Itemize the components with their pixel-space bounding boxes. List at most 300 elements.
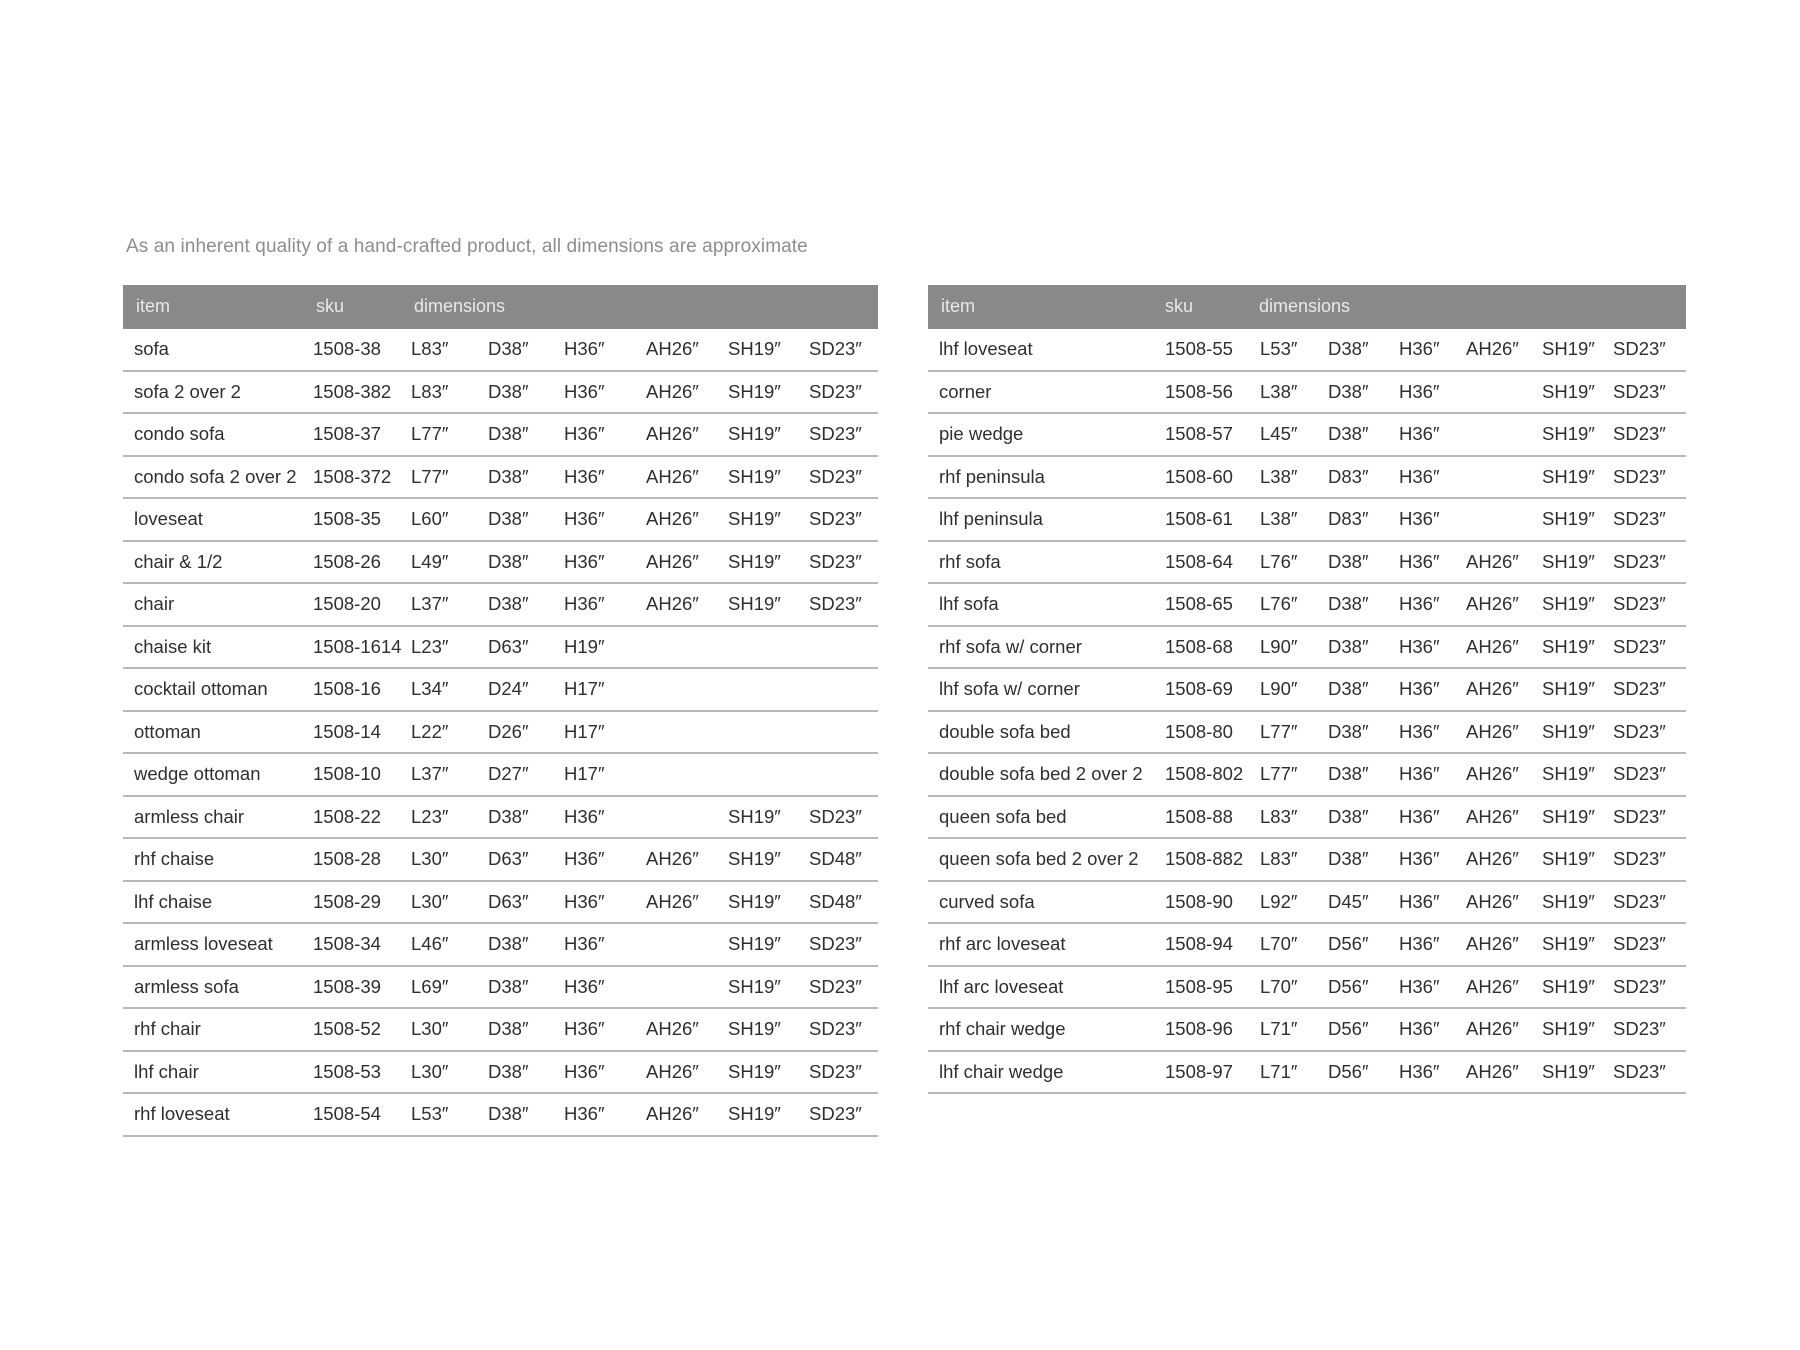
cell-sku: 1508-29 — [313, 890, 381, 912]
cell-seat-height: SH19″ — [728, 975, 781, 997]
cell-sku: 1508-54 — [313, 1103, 381, 1124]
cell-length: L34″ — [411, 678, 449, 699]
cell-arm-height: AH26″ — [646, 380, 699, 402]
cell-item: lhf chair — [134, 1060, 199, 1082]
cell-item: lhf arc loveseat — [939, 975, 1064, 997]
cell-item: rhf arc loveseat — [939, 933, 1066, 954]
cell-seat-depth: SD23″ — [809, 975, 862, 997]
cell-height: H36″ — [1399, 465, 1440, 487]
cell-height: H36″ — [1399, 1060, 1440, 1082]
cell-item: rhf peninsula — [939, 465, 1045, 487]
cell-sku: 1508-14 — [313, 720, 381, 742]
table-body — [928, 329, 1686, 1094]
table-row — [123, 712, 878, 755]
cell-seat-depth: SD23″ — [1613, 550, 1666, 572]
cell-item: rhf loveseat — [134, 1103, 230, 1124]
cell-item: rhf chair — [134, 1018, 201, 1039]
cell-length: L23″ — [411, 805, 449, 827]
cell-length: L37″ — [411, 763, 449, 784]
cell-depth: D27″ — [488, 763, 529, 784]
cell-height: H36″ — [1399, 423, 1440, 444]
table-row — [928, 1009, 1686, 1052]
cell-arm-height: AH26″ — [646, 890, 699, 912]
cell-height: H36″ — [1399, 805, 1440, 827]
cell-sku: 1508-39 — [313, 975, 381, 997]
cell-seat-depth: SD23″ — [809, 593, 862, 614]
cell-length: L37″ — [411, 593, 449, 614]
header-sku: sku — [316, 296, 345, 316]
cell-seat-height: SH19″ — [1542, 678, 1595, 699]
cell-arm-height: AH26″ — [1466, 338, 1519, 359]
cell-sku: 1508-53 — [313, 1060, 381, 1082]
cell-height: H36″ — [1399, 338, 1440, 359]
cell-depth: D38″ — [488, 593, 529, 614]
cell-item: armless sofa — [134, 975, 239, 997]
cell-length: L69″ — [411, 975, 449, 997]
cell-arm-height: AH26″ — [646, 508, 699, 529]
cell-depth: D38″ — [488, 1018, 529, 1039]
cell-seat-depth: SD23″ — [1613, 635, 1666, 657]
cell-sku: 1508-26 — [313, 550, 381, 572]
cell-item: corner — [939, 380, 992, 402]
cell-seat-depth: SD23″ — [809, 1103, 862, 1124]
cell-item: cocktail ottoman — [134, 678, 268, 699]
cell-item: ottoman — [134, 720, 201, 742]
table-row — [123, 754, 878, 797]
cell-length: L38″ — [1260, 380, 1298, 402]
cell-length: L83″ — [1260, 805, 1298, 827]
cell-sku: 1508-65 — [1165, 593, 1233, 614]
cell-seat-depth: SD23″ — [809, 933, 862, 954]
cell-arm-height: AH26″ — [646, 338, 699, 359]
cell-seat-depth: SD23″ — [809, 465, 862, 487]
cell-seat-height: SH19″ — [728, 1018, 781, 1039]
cell-seat-height: SH19″ — [728, 465, 781, 487]
cell-height: H36″ — [1399, 678, 1440, 699]
cell-height: H36″ — [564, 423, 605, 444]
cell-seat-depth: SD23″ — [809, 508, 862, 529]
cell-depth: D38″ — [1328, 635, 1369, 657]
cell-height: H36″ — [1399, 890, 1440, 912]
table-row — [928, 372, 1686, 415]
cell-height: H36″ — [564, 890, 605, 912]
cell-item: queen sofa bed — [939, 805, 1067, 827]
cell-arm-height: AH26″ — [1466, 550, 1519, 572]
cell-height: H36″ — [1399, 975, 1440, 997]
cell-height: H36″ — [1399, 848, 1440, 869]
cell-seat-depth: SD23″ — [1613, 1018, 1666, 1039]
cell-height: H36″ — [1399, 593, 1440, 614]
table-row — [123, 797, 878, 840]
cell-sku: 1508-20 — [313, 593, 381, 614]
header-sku: sku — [1165, 296, 1194, 316]
cell-item: loveseat — [134, 508, 203, 529]
cell-item: double sofa bed — [939, 720, 1071, 742]
cell-arm-height: AH26″ — [1466, 1018, 1519, 1039]
cell-height: H17″ — [564, 763, 605, 784]
cell-length: L30″ — [411, 848, 449, 869]
cell-sku: 1508-10 — [313, 763, 381, 784]
cell-depth: D26″ — [488, 720, 529, 742]
cell-item: armless chair — [134, 805, 244, 827]
cell-depth: D38″ — [1328, 848, 1369, 869]
cell-seat-height: SH19″ — [728, 508, 781, 529]
cell-depth: D38″ — [1328, 805, 1369, 827]
cell-arm-height: AH26″ — [1466, 593, 1519, 614]
cell-item: pie wedge — [939, 423, 1024, 444]
cell-seat-depth: SD23″ — [1613, 465, 1666, 487]
cell-seat-height: SH19″ — [1542, 890, 1595, 912]
cell-item: armless loveseat — [134, 933, 273, 954]
cell-length: L30″ — [411, 1060, 449, 1082]
cell-arm-height: AH26″ — [1466, 975, 1519, 997]
cell-length: L77″ — [1260, 763, 1298, 784]
cell-seat-height: SH19″ — [1542, 1018, 1595, 1039]
cell-height: H36″ — [564, 593, 605, 614]
cell-seat-height: SH19″ — [728, 1060, 781, 1082]
cell-length: L53″ — [411, 1103, 449, 1124]
table-body — [123, 329, 878, 1137]
cell-length: L83″ — [1260, 848, 1298, 869]
cell-sku: 1508-55 — [1165, 338, 1233, 359]
cell-item: condo sofa 2 over 2 — [134, 465, 297, 487]
cell-seat-height: SH19″ — [728, 805, 781, 827]
cell-sku: 1508-22 — [313, 805, 381, 827]
cell-sku: 1508-97 — [1165, 1060, 1233, 1082]
table-row — [928, 754, 1686, 797]
cell-sku: 1508-56 — [1165, 380, 1233, 402]
cell-seat-height: SH19″ — [1542, 975, 1595, 997]
cell-height: H36″ — [1399, 933, 1440, 954]
cell-item: rhf chair wedge — [939, 1018, 1066, 1039]
cell-seat-depth: SD23″ — [1613, 848, 1666, 869]
cell-height: H36″ — [564, 1018, 605, 1039]
cell-length: L23″ — [411, 635, 449, 657]
cell-length: L38″ — [1260, 508, 1298, 529]
cell-seat-depth: SD23″ — [1613, 678, 1666, 699]
cell-depth: D83″ — [1328, 508, 1369, 529]
cell-depth: D38″ — [488, 508, 529, 529]
table-row — [928, 924, 1686, 967]
cell-sku: 1508-34 — [313, 933, 381, 954]
cell-item: lhf peninsula — [939, 508, 1043, 529]
cell-length: L60″ — [411, 508, 449, 529]
cell-item: chair & 1/2 — [134, 550, 223, 572]
cell-seat-height: SH19″ — [1542, 1060, 1595, 1082]
cell-height: H36″ — [1399, 720, 1440, 742]
cell-item: lhf sofa — [939, 593, 999, 614]
table-row — [928, 797, 1686, 840]
cell-item: sofa — [134, 338, 169, 359]
cell-seat-depth: SD23″ — [1613, 1060, 1666, 1082]
cell-arm-height: AH26″ — [1466, 848, 1519, 869]
cell-sku: 1508-88 — [1165, 805, 1233, 827]
cell-length: L49″ — [411, 550, 449, 572]
table-row — [123, 924, 878, 967]
cell-arm-height: AH26″ — [1466, 805, 1519, 827]
cell-arm-height: AH26″ — [1466, 890, 1519, 912]
table-row — [123, 627, 878, 670]
table-row — [928, 839, 1686, 882]
cell-height: H36″ — [564, 848, 605, 869]
table-row — [123, 329, 878, 372]
cell-depth: D56″ — [1328, 1060, 1369, 1082]
table-row — [123, 499, 878, 542]
cell-depth: D38″ — [1328, 380, 1369, 402]
cell-height: H36″ — [1399, 508, 1440, 529]
cell-height: H36″ — [1399, 1018, 1440, 1039]
table-row — [928, 329, 1686, 372]
cell-sku: 1508-37 — [313, 423, 381, 444]
cell-seat-depth: SD23″ — [1613, 593, 1666, 614]
cell-depth: D63″ — [488, 890, 529, 912]
table-row — [123, 372, 878, 415]
cell-depth: D56″ — [1328, 975, 1369, 997]
cell-depth: D63″ — [488, 848, 529, 869]
cell-seat-height: SH19″ — [1542, 933, 1595, 954]
cell-seat-height: SH19″ — [728, 380, 781, 402]
cell-seat-depth: SD23″ — [809, 338, 862, 359]
cell-arm-height: AH26″ — [646, 550, 699, 572]
cell-length: L77″ — [411, 465, 449, 487]
cell-seat-height: SH19″ — [728, 1103, 781, 1124]
cell-seat-height: SH19″ — [1542, 380, 1595, 402]
cell-length: L92″ — [1260, 890, 1298, 912]
approximate-dimensions-note: As an inherent quality of a hand-crafted product, all dimensions are approximate — [126, 236, 808, 257]
cell-seat-height: SH19″ — [1542, 338, 1595, 359]
table-row — [928, 967, 1686, 1010]
cell-depth: D38″ — [1328, 338, 1369, 359]
cell-length: L30″ — [411, 890, 449, 912]
cell-height: H36″ — [564, 975, 605, 997]
cell-seat-height: SH19″ — [728, 423, 781, 444]
cell-item: chair — [134, 593, 175, 614]
cell-seat-depth: SD23″ — [1613, 508, 1666, 529]
table-header — [123, 285, 878, 329]
cell-length: L77″ — [1260, 720, 1298, 742]
table-row — [123, 839, 878, 882]
dimensions-table-right — [928, 285, 1686, 1094]
cell-sku: 1508-94 — [1165, 933, 1233, 954]
cell-seat-height: SH19″ — [728, 848, 781, 869]
cell-item: sofa 2 over 2 — [134, 380, 241, 402]
cell-seat-height: SH19″ — [1542, 763, 1595, 784]
cell-seat-height: SH19″ — [1542, 465, 1595, 487]
cell-seat-height: SH19″ — [1542, 593, 1595, 614]
cell-length: L38″ — [1260, 465, 1298, 487]
cell-arm-height: AH26″ — [646, 465, 699, 487]
cell-sku: 1508-57 — [1165, 423, 1233, 444]
cell-length: L76″ — [1260, 550, 1298, 572]
cell-depth: D38″ — [488, 805, 529, 827]
table-row — [928, 712, 1686, 755]
cell-item: rhf sofa w/ corner — [939, 635, 1082, 657]
cell-seat-height: SH19″ — [728, 890, 781, 912]
cell-sku: 1508-61 — [1165, 508, 1233, 529]
cell-item: wedge ottoman — [134, 763, 261, 784]
cell-depth: D38″ — [488, 975, 529, 997]
cell-seat-depth: SD23″ — [809, 550, 862, 572]
cell-seat-depth: SD23″ — [1613, 423, 1666, 444]
table-header — [928, 285, 1686, 329]
cell-seat-depth: SD23″ — [1613, 720, 1666, 742]
cell-seat-depth: SD23″ — [809, 805, 862, 827]
cell-arm-height: AH26″ — [1466, 635, 1519, 657]
cell-height: H36″ — [1399, 635, 1440, 657]
cell-item: double sofa bed 2 over 2 — [939, 763, 1143, 784]
cell-height: H36″ — [564, 465, 605, 487]
cell-seat-depth: SD23″ — [809, 380, 862, 402]
cell-item: curved sofa — [939, 890, 1035, 912]
cell-seat-height: SH19″ — [1542, 720, 1595, 742]
table-row — [928, 882, 1686, 925]
cell-length: L46″ — [411, 933, 449, 954]
cell-height: H36″ — [564, 380, 605, 402]
table-row — [928, 414, 1686, 457]
cell-depth: D38″ — [488, 465, 529, 487]
cell-arm-height: AH26″ — [1466, 720, 1519, 742]
header-item: item — [136, 296, 171, 316]
cell-seat-depth: SD23″ — [1613, 338, 1666, 359]
cell-height: H36″ — [564, 508, 605, 529]
cell-height: H17″ — [564, 720, 605, 742]
cell-item: rhf sofa — [939, 550, 1001, 572]
cell-item: condo sofa — [134, 423, 225, 444]
table-row — [928, 499, 1686, 542]
cell-seat-depth: SD48″ — [809, 848, 862, 869]
cell-item: lhf chaise — [134, 890, 213, 912]
cell-arm-height: AH26″ — [646, 423, 699, 444]
cell-height: H36″ — [1399, 550, 1440, 572]
cell-item: lhf chair wedge — [939, 1060, 1064, 1082]
table-row — [123, 457, 878, 500]
cell-sku: 1508-90 — [1165, 890, 1233, 912]
cell-seat-height: SH19″ — [1542, 805, 1595, 827]
cell-sku: 1508-64 — [1165, 550, 1233, 572]
cell-seat-depth: SD23″ — [1613, 763, 1666, 784]
cell-height: H19″ — [564, 635, 605, 657]
table-row — [123, 967, 878, 1010]
cell-seat-depth: SD23″ — [1613, 890, 1666, 912]
cell-depth: D24″ — [488, 678, 529, 699]
cell-sku: 1508-95 — [1165, 975, 1233, 997]
cell-sku: 1508-68 — [1165, 635, 1233, 657]
cell-depth: D38″ — [488, 933, 529, 954]
cell-seat-depth: SD23″ — [1613, 975, 1666, 997]
cell-length: L45″ — [1260, 423, 1298, 444]
cell-length: L30″ — [411, 1018, 449, 1039]
cell-length: L71″ — [1260, 1060, 1298, 1082]
cell-seat-height: SH19″ — [1542, 635, 1595, 657]
table-row — [928, 584, 1686, 627]
cell-sku: 1508-38 — [313, 338, 381, 359]
cell-height: H36″ — [564, 1103, 605, 1124]
cell-sku: 1508-1614 — [313, 635, 402, 657]
cell-length: L70″ — [1260, 975, 1298, 997]
table-row — [123, 1052, 878, 1095]
cell-item: lhf sofa w/ corner — [939, 678, 1080, 699]
table-row — [123, 584, 878, 627]
cell-length: L53″ — [1260, 338, 1298, 359]
cell-seat-depth: SD48″ — [809, 890, 862, 912]
table-row — [928, 1052, 1686, 1095]
cell-depth: D38″ — [1328, 720, 1369, 742]
table-row — [928, 627, 1686, 670]
cell-sku: 1508-52 — [313, 1018, 381, 1039]
cell-arm-height: AH26″ — [1466, 1060, 1519, 1082]
cell-length: L77″ — [411, 423, 449, 444]
cell-height: H36″ — [1399, 380, 1440, 402]
table-row — [123, 1009, 878, 1052]
cell-seat-height: SH19″ — [1542, 508, 1595, 529]
cell-item: rhf chaise — [134, 848, 215, 869]
cell-depth: D56″ — [1328, 933, 1369, 954]
cell-sku: 1508-882 — [1165, 848, 1244, 869]
cell-length: L90″ — [1260, 678, 1298, 699]
cell-depth: D56″ — [1328, 1018, 1369, 1039]
cell-depth: D38″ — [1328, 678, 1369, 699]
cell-sku: 1508-60 — [1165, 465, 1233, 487]
cell-depth: D63″ — [488, 635, 529, 657]
cell-seat-depth: SD23″ — [1613, 380, 1666, 402]
cell-height: H17″ — [564, 678, 605, 699]
cell-length: L70″ — [1260, 933, 1298, 954]
cell-seat-height: SH19″ — [728, 550, 781, 572]
cell-depth: D83″ — [1328, 465, 1369, 487]
cell-height: H36″ — [1399, 763, 1440, 784]
cell-arm-height: AH26″ — [646, 593, 699, 614]
cell-depth: D38″ — [488, 1103, 529, 1124]
cell-length: L71″ — [1260, 1018, 1298, 1039]
cell-sku: 1508-80 — [1165, 720, 1233, 742]
table-row — [928, 669, 1686, 712]
cell-arm-height: AH26″ — [646, 1060, 699, 1082]
table-row — [928, 542, 1686, 585]
cell-arm-height: AH26″ — [646, 1103, 699, 1124]
cell-seat-height: SH19″ — [1542, 550, 1595, 572]
header-dimensions: dimensions — [414, 296, 506, 316]
cell-depth: D38″ — [488, 423, 529, 444]
cell-item: lhf loveseat — [939, 338, 1033, 359]
cell-depth: D38″ — [1328, 593, 1369, 614]
cell-seat-height: SH19″ — [728, 338, 781, 359]
table-row — [928, 457, 1686, 500]
cell-length: L83″ — [411, 338, 449, 359]
cell-seat-depth: SD23″ — [809, 1060, 862, 1082]
cell-sku: 1508-96 — [1165, 1018, 1233, 1039]
cell-depth: D38″ — [488, 1060, 529, 1082]
cell-arm-height: AH26″ — [646, 848, 699, 869]
cell-height: H36″ — [564, 338, 605, 359]
cell-arm-height: AH26″ — [1466, 933, 1519, 954]
cell-length: L83″ — [411, 380, 449, 402]
cell-seat-depth: SD23″ — [1613, 805, 1666, 827]
header-item: item — [941, 296, 976, 316]
cell-arm-height: AH26″ — [646, 1018, 699, 1039]
cell-sku: 1508-35 — [313, 508, 381, 529]
cell-sku: 1508-802 — [1165, 763, 1244, 784]
cell-height: H36″ — [564, 550, 605, 572]
cell-seat-height: SH19″ — [1542, 848, 1595, 869]
cell-height: H36″ — [564, 933, 605, 954]
cell-depth: D38″ — [488, 338, 529, 359]
dimensions-table-left — [123, 285, 878, 1137]
cell-sku: 1508-382 — [313, 380, 392, 402]
cell-seat-height: SH19″ — [728, 593, 781, 614]
table-row — [123, 1094, 878, 1137]
cell-depth: D38″ — [1328, 423, 1369, 444]
table-row — [123, 542, 878, 585]
